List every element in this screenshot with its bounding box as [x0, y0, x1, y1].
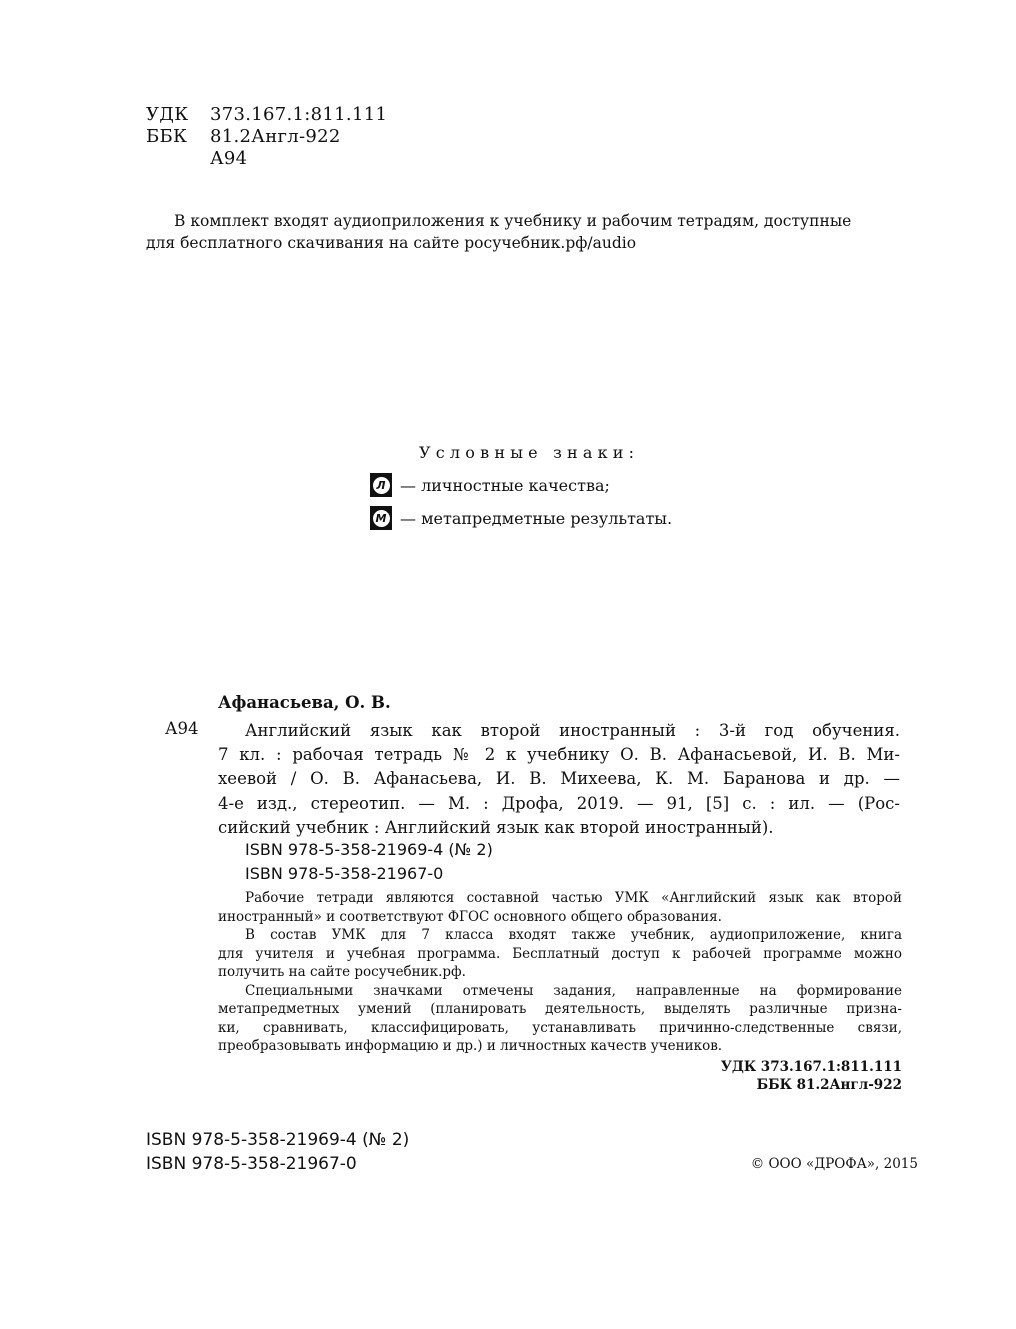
biblio-isbn: ISBN 978-5-358-21967-0 [245, 864, 444, 883]
author-sign: А94 [210, 148, 248, 169]
bbk-label: ББК [146, 126, 188, 147]
biblio-isbn: ISBN 978-5-358-21969-4 (№ 2) [245, 840, 493, 859]
annotation-line: ки, сравнивать, классифицировать, устанавливать причинно-следственные связи, [218, 1019, 902, 1036]
annotation-line: для учителя и учебная программа. Бесплатный доступ к рабочей программе можно [218, 945, 902, 962]
biblio-line: Английский язык как второй иностранный : 3-й год обучения. [245, 721, 900, 740]
legend-item-metasubject [370, 506, 672, 530]
biblio-sign: А94 [165, 719, 199, 738]
udk-label: УДК [146, 104, 189, 125]
biblio-description [218, 719, 900, 840]
biblio-isbn-block [245, 838, 493, 886]
legend-item-personal [370, 473, 610, 497]
bbk-value: 81.2Англ-922 [210, 126, 341, 147]
classification-block [146, 104, 446, 170]
legend-title: Условные знаки: [419, 443, 640, 462]
biblio-line: хеевой / О. В. Афанасьева, И. В. Михеева, К. М. Баранова и др. — [218, 769, 900, 789]
legend-item-text: — метапредметные результаты. [400, 508, 673, 528]
annotation-udk: УДК 373.167.1:811.111 [720, 1059, 902, 1075]
bottom-isbn-block [146, 1128, 409, 1176]
annotation-line: Рабочие тетради являются составной частью УМК «Английский язык как второй [245, 890, 902, 906]
annotation-line: преобразовывать информацию и др.) и личностных качеств учеников. [218, 1038, 723, 1054]
annotation-codes [600, 1058, 902, 1094]
metasubject-results-icon: М [370, 506, 392, 530]
annotation-line: иностранный» и соответствуют ФГОС основного общего образования. [218, 908, 722, 925]
bottom-isbn: ISBN 978-5-358-21967-0 [146, 1154, 357, 1174]
audio-note [146, 210, 851, 254]
copyright: © ООО «ДРОФА», 2015 [750, 1156, 918, 1172]
annotation-line: метапредметных умений (планировать деятельность, выделять различные призна- [218, 1001, 902, 1017]
annotation-line: В состав УМК для 7 класса входят также учебник, аудиоприложение, книга [245, 927, 902, 943]
biblio-line: 7 кл. : рабочая тетрадь № 2 к учебнику О. В. Афанасьевой, И. В. Ми- [218, 745, 900, 765]
bottom-isbn: ISBN 978-5-358-21969-4 (№ 2) [146, 1130, 410, 1150]
annotation-line: Специальными значками отмечены задания, направленные на формирование [245, 982, 902, 999]
udk-value: 373.167.1:811.111 [210, 104, 388, 125]
audio-note-line: для бесплатного скачивания на сайте росучебник.рф/audio [146, 234, 637, 252]
audio-note-line: В комплект входят аудиоприложения к учебнику и рабочим тетрадям, доступные [174, 212, 852, 230]
annotation [218, 889, 902, 1056]
biblio-line: сийский учебник : Английский язык как второй иностранный). [218, 817, 774, 837]
legend-item-text: — личностные качества; [400, 475, 610, 495]
biblio-line: 4-е изд., стереотип. — М. : Дрофа, 2019. — 91, [5] с. : ил. — (Рос- [218, 793, 900, 813]
annotation-line: получить на сайте росучебник.рф. [218, 964, 466, 980]
biblio-author: Афанасьева, О. В. [218, 693, 391, 712]
personal-qualities-icon: Л [370, 473, 392, 497]
annotation-bbk: ББК 81.2Англ-922 [756, 1077, 902, 1093]
